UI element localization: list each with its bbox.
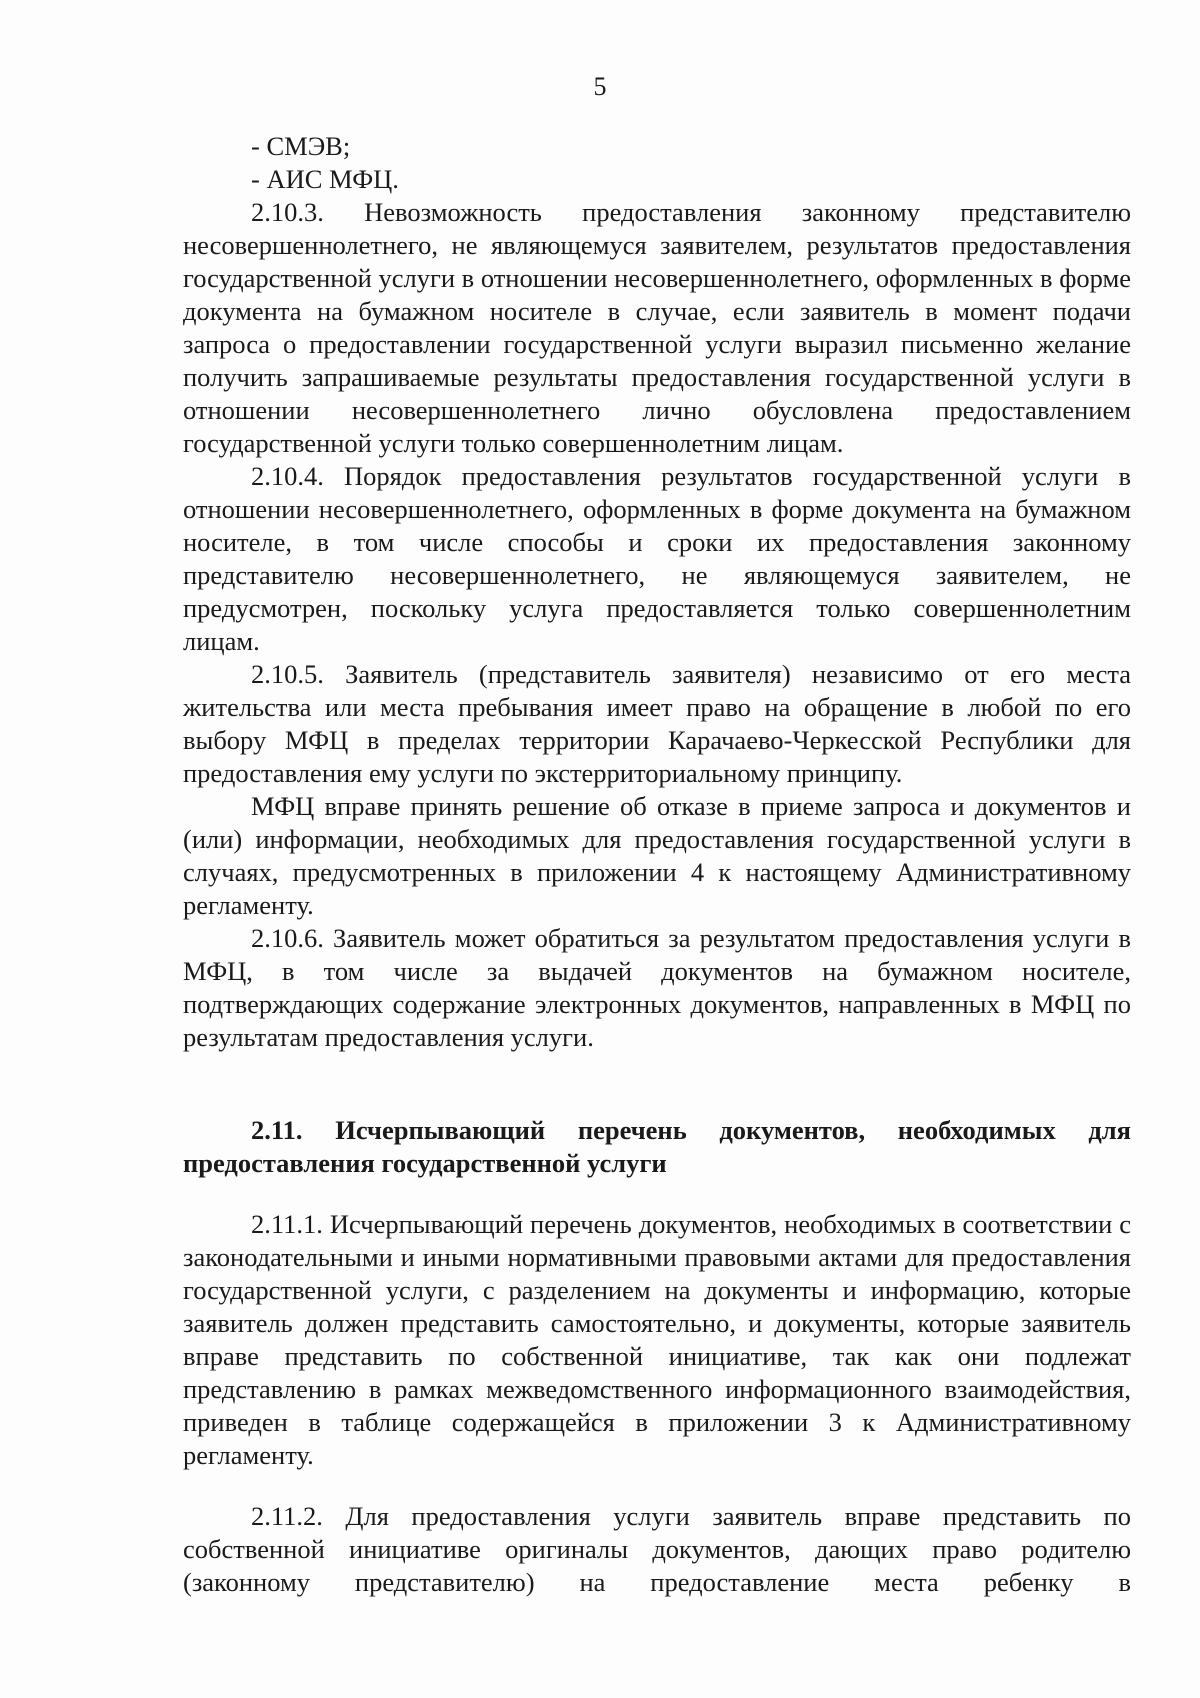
paragraph-2-10-5: 2.10.5. Заявитель (представитель заявителя) независимо от его места жительства или места пребывания имеет право на обращение в любой по его выбору МФЦ в пределах территории Карачаево-Черкесской Республики для предоставления ему услуги по экстерриториальному принципу. bbox=[183, 659, 1131, 788]
paragraph-2-10-3: 2.10.3. Невозможность предоставления законному представителю несовершеннолетнего, не являющемуся заявителем, результатов предоставления государственной услуги в отношении несовершеннолетнего, оформленных в форме документа на бумажном носителе в случае, если заявитель в момент подачи запроса о предоставлении государственной услуги выразил письменно желание получить запрашиваемые результаты предоставления государственной услуги в отношении несовершеннолетнего лично обусловлена предоставлением государственной услуги только совершеннолетним лицам. bbox=[183, 197, 1131, 458]
spacer bbox=[183, 1472, 1131, 1500]
spacer bbox=[183, 1180, 1131, 1208]
page-number: 5 bbox=[593, 72, 607, 101]
list-item-ais-mfc: - АИС МФЦ. bbox=[251, 164, 399, 194]
document-body bbox=[183, 130, 1131, 1599]
spacer bbox=[183, 1054, 1131, 1114]
list-item-smev: - СМЭВ; bbox=[251, 131, 351, 161]
paragraph-2-11-2: 2.11.2. Для предоставления услуги заявитель вправе представить по собственной инициативе оригиналы документов, дающих право родителю (законному представителю) на предоставление места ребенку в bbox=[183, 1501, 1131, 1597]
paragraph-mfc-refusal: МФЦ вправе принять решение об отказе в приеме запроса и документов и (или) информации, необходимых для предоставления государственной услуги в случаях, предусмотренных в приложении 4 к настоящему Административному регламенту. bbox=[183, 791, 1131, 920]
paragraph-2-10-4: 2.10.4. Порядок предоставления результатов государственной услуги в отношении несовершеннолетнего, оформленных в форме документа на бумажном носителе, в том числе способы и сроки их предоставления законному представителю несовершеннолетнего, не являющемуся заявителем, не предусмотрен, поскольку услуга предоставляется только совершеннолетним лицам. bbox=[183, 461, 1131, 656]
section-heading-2-11: 2.11. Исчерпывающий перечень документов, необходимых для предоставления государственной услуги bbox=[183, 1115, 1131, 1178]
paragraph-2-10-6: 2.10.6. Заявитель может обратиться за результатом предоставления услуги в МФЦ, в том числе за выдачей документов на бумажном носителе, подтверждающих содержание электронных документов, направленных в МФЦ по результатам предоставления услуги. bbox=[183, 923, 1131, 1052]
paragraph-2-11-1: 2.11.1. Исчерпывающий перечень документов, необходимых в соответствии с законодательными и иными нормативными правовыми актами для предоставления государственной услуги, с разделением на документы и информацию, которые заявитель должен представить самостоятельно, и документы, которые заявитель вправе представить по собственной инициативе, так как они подлежат представлению в рамках межведомственного информационного взаимодействия, приведен в таблице содержащейся в приложении 3 к Административному регламенту. bbox=[183, 1209, 1131, 1470]
